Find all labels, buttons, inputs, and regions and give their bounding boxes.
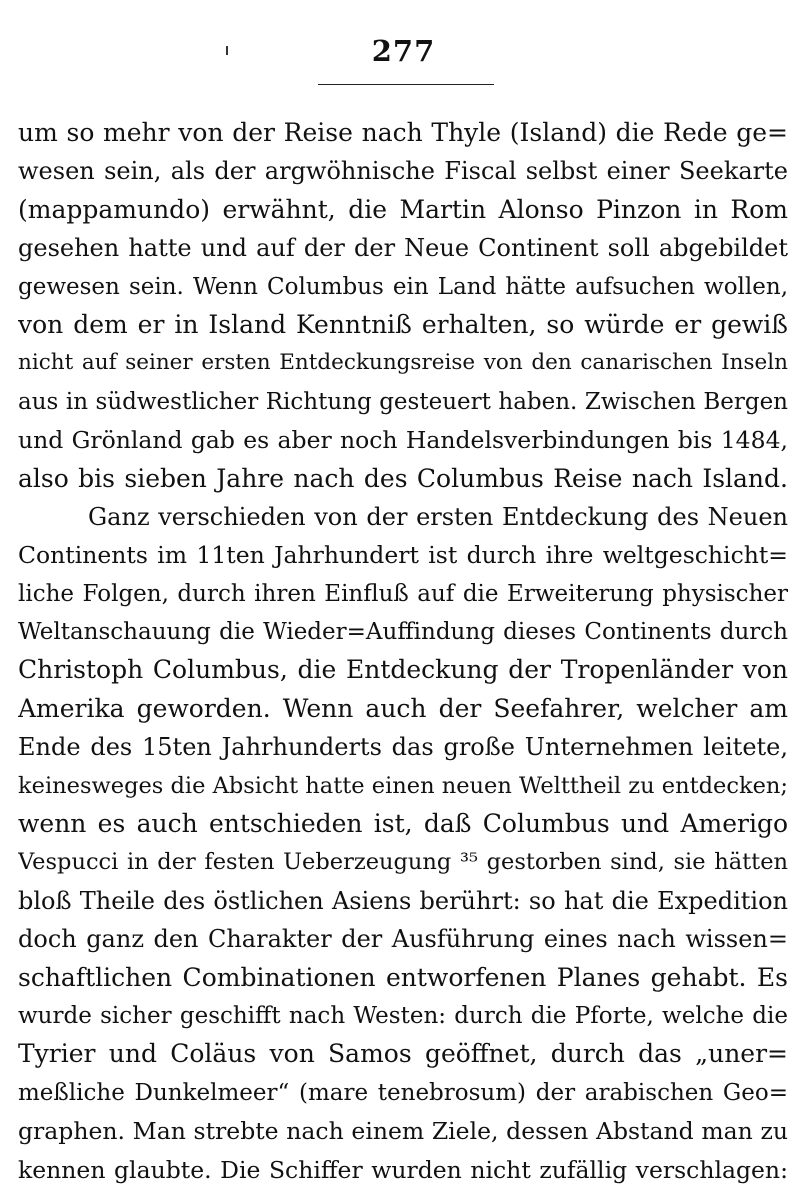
text-line: nicht auf seiner ersten Entdeckungsreise von den canarischen Inseln — [18, 350, 788, 376]
text-line: Weltanschauung die Wieder=Auffindung dieses Continents durch — [18, 619, 788, 646]
text-line: wesen sein, als der argwöhnische Fiscal selbst einer Seekarte — [18, 157, 788, 186]
text-line: Tyrier und Coläus von Samos geöffnet, durch das „uner= — [18, 1039, 788, 1069]
text-line: Continents im 11ten Jahrhundert ist durch ihre weltgeschicht= — [18, 541, 788, 570]
text-line: Vespucci in der festen Ueberzeugung ³⁵ gestorben sind, sie hätten — [18, 849, 788, 876]
text-line: gewesen sein. Wenn Columbus ein Land hätte aufsuchen wollen, — [18, 273, 788, 300]
text-line: Ganz verschieden von der ersten Entdeckung des Neuen — [88, 502, 788, 531]
text-line: Amerika geworden. Wenn auch der Seefahrer, welcher am — [18, 693, 788, 723]
page-number: 277 — [371, 34, 436, 68]
text-line: (mappamundo) erwähnt, die Martin Alonso Pinzon in Rom — [18, 194, 788, 224]
text-line: graphen. Man strebte nach einem Ziele, dessen Abstand man zu — [18, 1117, 788, 1146]
text-line: Ende des 15ten Jahrhunderts das große Unternehmen leitete, — [18, 733, 788, 762]
text-line: liche Folgen, durch ihren Einfluß auf die Erweiterung physischer — [18, 580, 788, 607]
text-line: bloß Theile des östlichen Asiens berührt: so hat die Expedition — [18, 886, 788, 915]
text-line: wurde sicher geschifft nach Westen: durch die Pforte, welche die — [18, 1002, 788, 1029]
text-line: gesehen hatte und auf der der Neue Continent soll abgebildet — [18, 234, 788, 263]
text-line: und Grönland gab es aber noch Handelsverbindungen bis 1484, — [18, 426, 788, 455]
header-rule — [318, 84, 494, 85]
text-line: wenn es auch entschieden ist, daß Columbus und Amerigo — [18, 809, 788, 839]
text-line: kennen glaubte. Die Schiffer wurden nicht zufällig verschlagen: — [18, 1155, 788, 1184]
text-line: aus in südwestlicher Richtung gesteuert haben. Zwischen Bergen — [18, 388, 788, 415]
text-line: meßliche Dunkelmeer“ (mare tenebrosum) der arabischen Geo= — [18, 1079, 788, 1106]
text-line: um so mehr von der Reise nach Thyle (Island) die Rede ge= — [18, 118, 788, 147]
text-line: schaftlichen Combinationen entworfenen Planes gehabt. Es — [18, 962, 788, 992]
text-line: Christoph Columbus, die Entdeckung der Tropenländer von — [18, 655, 788, 685]
text-line: keinesweges die Absicht hatte einen neuen Welttheil zu entdecken; — [18, 772, 788, 799]
body-text — [18, 114, 788, 1189]
text-line: also bis sieben Jahre nach des Columbus Reise nach Island. — [18, 463, 788, 493]
text-line: von dem er in Island Kenntniß erhalten, so würde er gewiß — [18, 309, 788, 339]
text-line: doch ganz den Charakter der Ausführung eines nach wissen= — [18, 925, 788, 954]
